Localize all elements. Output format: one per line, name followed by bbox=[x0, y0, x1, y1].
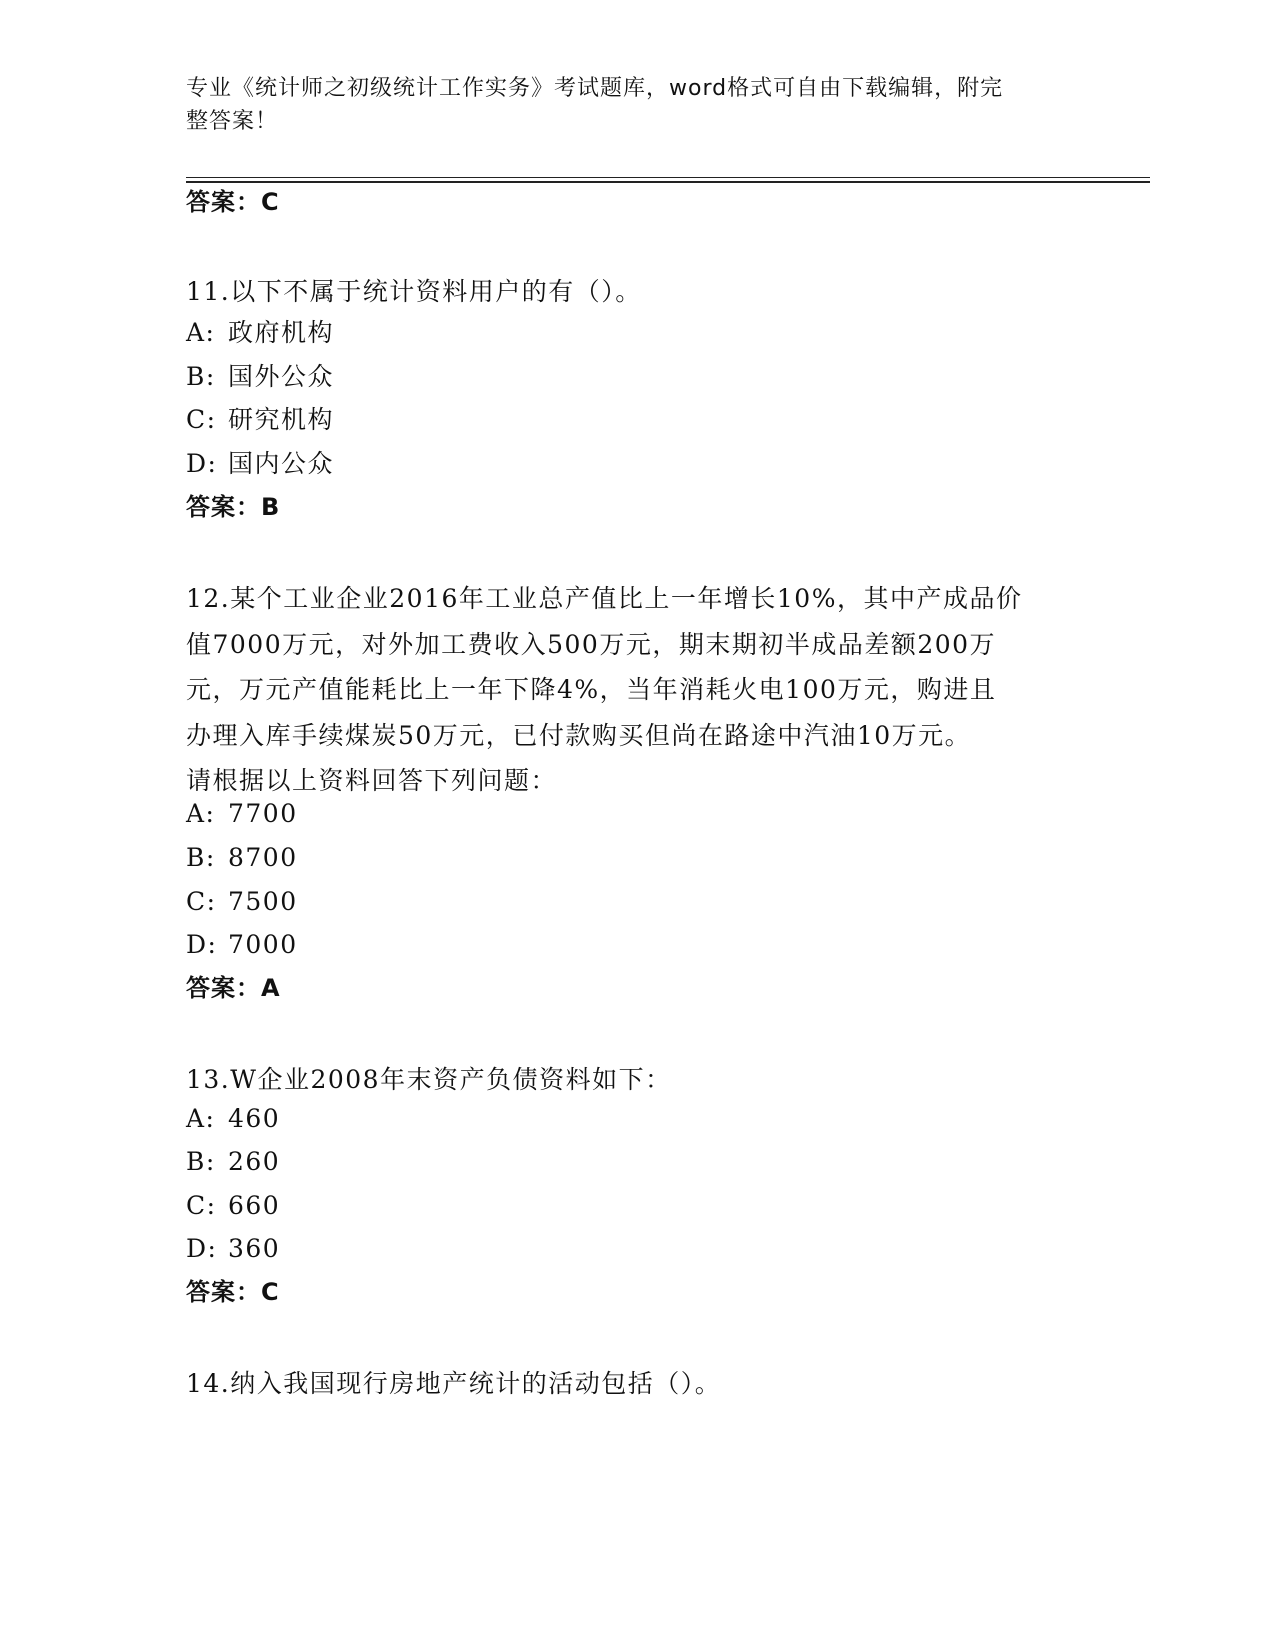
option-key: C: bbox=[186, 887, 217, 916]
option-text: 7500 bbox=[228, 887, 298, 916]
option-key: D: bbox=[186, 930, 218, 959]
option-text: 8700 bbox=[228, 843, 298, 872]
option-text: 国内公众 bbox=[228, 449, 335, 478]
question-13-option-a bbox=[186, 1104, 280, 1134]
answer-q11: 答案：B bbox=[186, 493, 281, 521]
question-11-option-c bbox=[186, 405, 334, 435]
header-divider-thick bbox=[186, 181, 1150, 183]
header-line-2: 整答案！ bbox=[186, 109, 279, 134]
question-12-line: 办理入库手续煤炭50万元，已付款购买但尚在路途中汽油10万元。 bbox=[186, 720, 972, 750]
answer-q12: 答案：A bbox=[186, 974, 281, 1002]
question-13-option-b bbox=[186, 1147, 280, 1177]
question-12-body bbox=[186, 576, 1086, 804]
question-11-option-a bbox=[186, 318, 334, 348]
question-11-option-b bbox=[186, 362, 334, 392]
question-12-option-b bbox=[186, 843, 298, 873]
question-12-line: 元，万元产值能耗比上一年下降4%，当年消耗火电100万元，购进且 bbox=[186, 675, 997, 704]
option-text: 国外公众 bbox=[228, 362, 335, 391]
question-11-option-d bbox=[186, 449, 334, 479]
option-text: 460 bbox=[228, 1104, 281, 1133]
option-key: C: bbox=[186, 1191, 217, 1220]
question-12-line: 请根据以上资料回答下列问题： bbox=[186, 766, 558, 795]
question-14-title: 14.纳入我国现行房地产统计的活动包括（）。 bbox=[186, 1369, 722, 1398]
answer-q13: 答案：C bbox=[186, 1278, 280, 1306]
header-line-1: 专业《统计师之初级统计工作实务》考试题库，word格式可自由下载编辑，附完 bbox=[186, 76, 1004, 101]
option-key: B: bbox=[186, 843, 216, 872]
option-key: A: bbox=[186, 318, 216, 347]
question-12-line: 12.某个工业企业2016年工业总产值比上一年增长10%，其中产成品价 bbox=[186, 584, 1023, 613]
option-text: 660 bbox=[228, 1191, 281, 1220]
question-12-option-d bbox=[186, 930, 298, 960]
question-13-title: 13.W企业2008年末资产负债资料如下： bbox=[186, 1065, 672, 1094]
answer-prev: 答案：C bbox=[186, 188, 280, 216]
option-text: 260 bbox=[228, 1147, 281, 1176]
question-13-option-d bbox=[186, 1234, 280, 1264]
option-text: 7700 bbox=[228, 799, 298, 828]
option-text: 7000 bbox=[228, 930, 298, 959]
question-12-line: 值7000万元，对外加工费收入500万元，期末期初半成品差额200万 bbox=[186, 629, 997, 659]
question-13-option-c bbox=[186, 1191, 280, 1221]
option-text: 政府机构 bbox=[228, 318, 335, 347]
option-text: 研究机构 bbox=[228, 405, 335, 434]
option-key: A: bbox=[186, 799, 216, 828]
option-text: 360 bbox=[228, 1234, 281, 1263]
option-key: D: bbox=[186, 1234, 218, 1263]
option-key: D: bbox=[186, 449, 218, 478]
option-key: C: bbox=[186, 405, 217, 434]
option-key: B: bbox=[186, 362, 216, 391]
option-key: A: bbox=[186, 1104, 216, 1133]
question-12-option-a bbox=[186, 799, 298, 829]
option-key: B: bbox=[186, 1147, 216, 1176]
document-header bbox=[186, 72, 1066, 138]
question-11-title: 11.以下不属于统计资料用户的有（）。 bbox=[186, 277, 642, 306]
header-divider-thin bbox=[186, 177, 1150, 178]
question-12-option-c bbox=[186, 887, 298, 917]
